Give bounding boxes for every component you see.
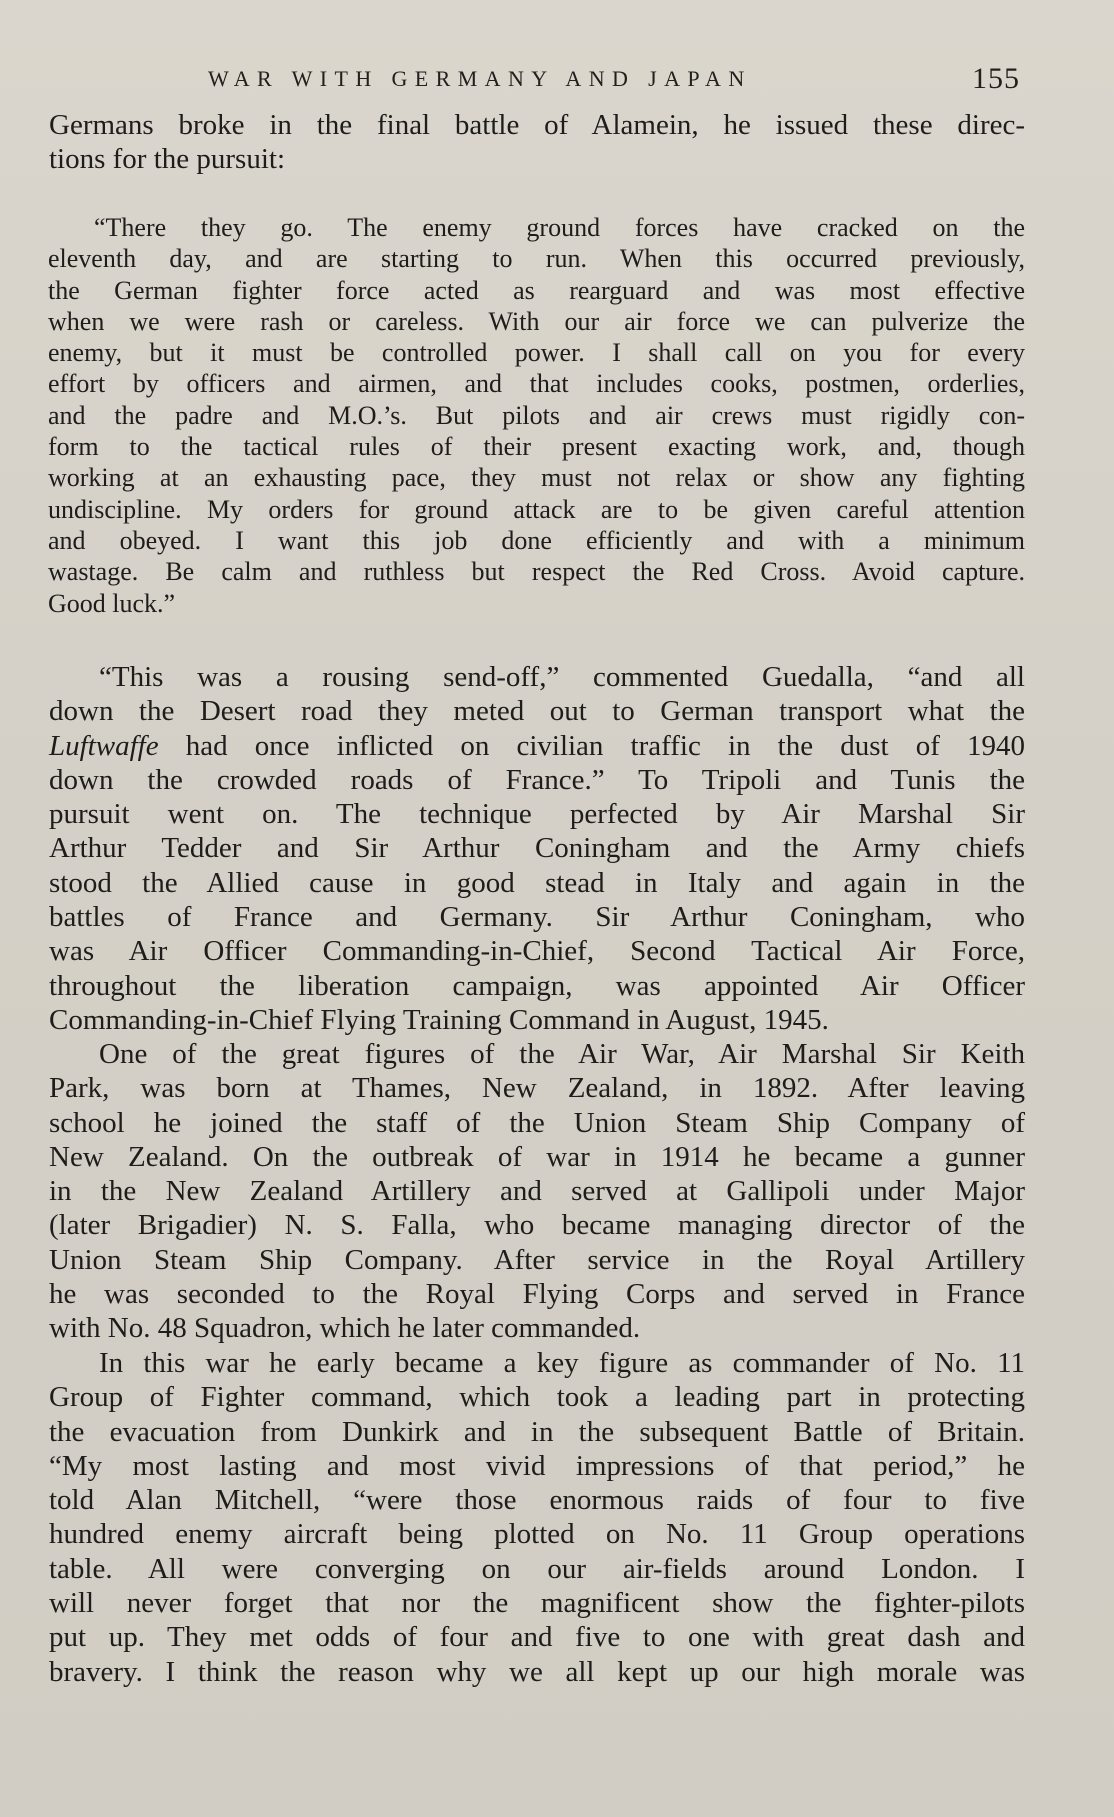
text-line: Arthur Tedder and Sir Arthur Coningham and the Army chiefs [49, 832, 1025, 865]
quote-line: wastage. Be calm and ruthless but respect the Red Cross. Avoid capture. [48, 557, 1025, 587]
text-line: bravery. I think the reason why we all kept up our high morale was [49, 1655, 1025, 1688]
page-number: 155 [972, 62, 1020, 95]
text-line: school he joined the staff of the Union Steam Ship Company of [49, 1106, 1025, 1139]
quote-line: working at an exhausting pace, they must not relax or show any fighting [48, 463, 1025, 493]
text-line: pursuit went on. The technique perfected by Air Marshal Sir [49, 798, 1025, 831]
quote-line: enemy, but it must be controlled power. I shall call on you for every [48, 338, 1025, 368]
paragraph-guedalla [49, 660, 1025, 1037]
text-line: stood the Allied cause in good stead in Italy and again in the [49, 866, 1025, 899]
quote-line: form to the tactical rules of their present exacting work, and, though [48, 432, 1025, 462]
running-head [0, 62, 1114, 102]
text-line: down the Desert road they meted out to German transport what the [49, 695, 1025, 728]
quote-line: Good luck.” [48, 588, 176, 618]
quote-line: and obeyed. I want this job done efficiently and with a minimum [48, 525, 1025, 555]
text-line: put up. They met odds of four and five to one with great dash and [49, 1621, 1025, 1654]
opening-paragraph [49, 108, 1025, 177]
text-line: in the New Zealand Artillery and served at Gallipoli under Major [49, 1175, 1025, 1208]
text-line: throughout the liberation campaign, was appointed Air Officer [49, 969, 1025, 1002]
text-line: “This was a rousing send-off,” commented Guedalla, “and all [99, 661, 1025, 693]
quote-line: effort by officers and airmen, and that includes cooks, postmen, orderlies, [48, 369, 1025, 399]
text-line: table. All were converging on our air-fields around London. I [49, 1552, 1025, 1585]
text-line: Germans broke in the final battle of Alamein, he issued these direc- [49, 109, 1025, 141]
text-line: Union Steam Ship Company. After service in the Royal Artillery [49, 1243, 1025, 1276]
text-line: New Zealand. On the outbreak of war in 1914 he became a gunner [49, 1140, 1025, 1173]
text-line: down the crowded roads of France.” To Tripoli and Tunis the [49, 763, 1025, 796]
quote-line: undiscipline. My orders for ground attack are to be given careful attention [48, 494, 1025, 524]
quote-line: when we were rash or careless. With our air force we can pulverize the [48, 306, 1025, 336]
text-segment: had once inflicted on civilian traffic in the dust of 1940 [158, 729, 1025, 762]
quote-line: the German fighter force acted as rearguard and was most effective [48, 275, 1025, 305]
text-line: was Air Officer Commanding-in-Chief, Second Tactical Air Force, [49, 935, 1025, 968]
paragraph-this-war [49, 1346, 1025, 1689]
text-line: Commanding-in-Chief Flying Training Command in August, 1945. [49, 1003, 829, 1036]
text-line: Park, was born at Thames, New Zealand, in 1892. After leaving [49, 1072, 1025, 1105]
quote-line: and the padre and M.O.’s. But pilots and air crews must rigidly con- [48, 400, 1025, 430]
text-line: will never forget that nor the magnificent show the fighter-pilots [49, 1587, 1025, 1620]
text-line: battles of France and Germany. Sir Arthur Coningham, who [49, 901, 1025, 934]
text-line: Group of Fighter command, which took a leading part in protecting [49, 1381, 1025, 1414]
block-quote [48, 212, 1025, 619]
quote-line: eleventh day, and are starting to run. When this occurred previously, [48, 244, 1025, 274]
text-line: tions for the pursuit: [49, 143, 286, 176]
text-line: One of the great figures of the Air War, Air Marshal Sir Keith [99, 1038, 1025, 1070]
text-line: hundred enemy aircraft being plotted on No. 11 Group operations [49, 1518, 1025, 1551]
paragraph-keith-park [49, 1037, 1025, 1346]
text-line: “My most lasting and most vivid impressions of that period,” he [49, 1449, 1025, 1482]
text-line: In this war he early became a key figure as commander of No. 11 [99, 1347, 1025, 1379]
italic-term: Luftwaffe [49, 729, 159, 762]
text-line [49, 729, 1025, 763]
text-line: with No. 48 Squadron, which he later commanded. [49, 1312, 641, 1345]
text-line: told Alan Mitchell, “were those enormous raids of four to five [49, 1484, 1025, 1517]
quote-line: “There they go. The enemy ground forces have cracked on the [94, 213, 1025, 242]
text-line: he was seconded to the Royal Flying Corps and served in France [49, 1278, 1025, 1311]
text-line: the evacuation from Dunkirk and in the subsequent Battle of Britain. [49, 1415, 1025, 1448]
text-line: (later Brigadier) N. S. Falla, who became managing director of the [49, 1209, 1025, 1242]
running-title: WAR WITH GERMANY AND JAPAN [208, 66, 752, 91]
